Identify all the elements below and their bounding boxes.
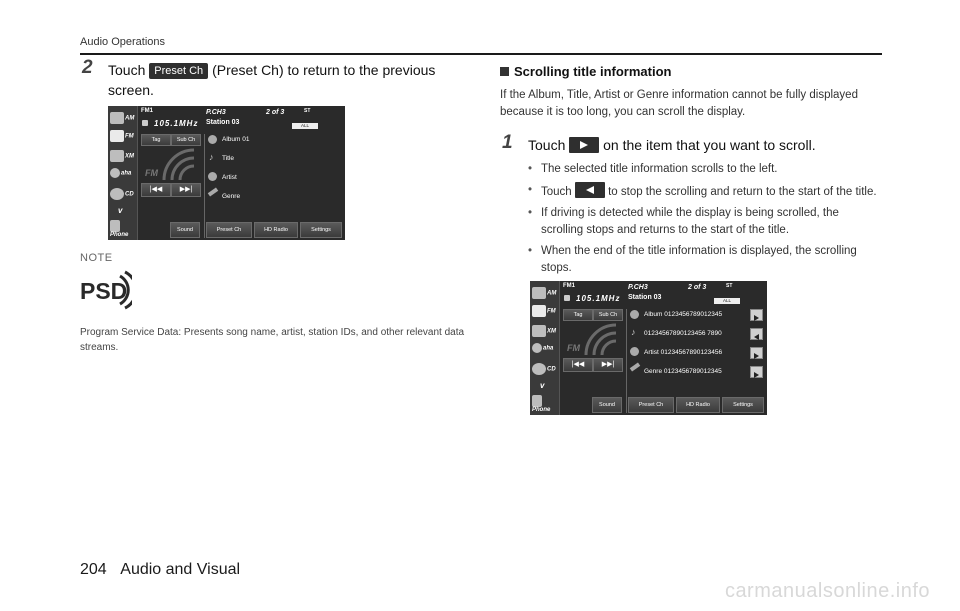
note-heading: NOTE: [80, 252, 113, 264]
seek-back-button[interactable]: |◀◀: [563, 358, 593, 372]
aha-icon: [532, 343, 542, 353]
tag-button[interactable]: Tag: [563, 309, 593, 321]
fm-icon: [110, 130, 124, 142]
all-badge: ALL: [714, 298, 740, 304]
mode-phone[interactable]: Phone: [532, 395, 559, 413]
radio-screen-2: [530, 281, 767, 415]
album-row[interactable]: Album 01: [222, 136, 250, 143]
step-text-pre: Touch: [528, 137, 566, 153]
station-name: Station 03: [206, 119, 240, 126]
mode-cd[interactable]: CD: [110, 188, 134, 200]
preset-position: 2 of 3: [688, 284, 707, 291]
bullet-4: • When the end of the title information is displayed, the scrolling stops.: [528, 243, 882, 277]
chevron-down-icon[interactable]: v: [540, 381, 545, 390]
seek-back-button[interactable]: |◀◀: [141, 183, 171, 197]
step-text-post: on the item that you want to scroll.: [603, 137, 816, 153]
frequency: 105.1MHz: [576, 294, 621, 303]
am-icon: [110, 112, 124, 124]
psd-logo-graphic: [80, 270, 132, 310]
section-square-icon: [500, 67, 509, 76]
mode-cd[interactable]: CD: [532, 363, 556, 375]
preset-channel: P.CH3: [206, 109, 226, 116]
mode-am[interactable]: AM: [110, 112, 134, 124]
watermark: carmanualsonline.info: [724, 580, 930, 602]
section-title: Scrolling title information: [500, 64, 882, 79]
bullet-3: • If driving is detected while the display is being scrolled, the scrolling stops and returns to the start of the title.: [528, 205, 882, 239]
bullet-2: • Touch to stop the scrolling and return to the start of the title.: [528, 182, 882, 201]
back-arrow-icon: [751, 332, 762, 342]
page-number: 204: [80, 561, 107, 578]
hd-radio-button[interactable]: HD Radio: [254, 222, 298, 238]
phone-icon: [110, 220, 120, 232]
stereo-indicator: ST: [726, 283, 733, 289]
sound-button[interactable]: Sound: [170, 222, 200, 238]
subch-button[interactable]: Sub Ch: [593, 309, 623, 321]
settings-button[interactable]: Settings: [300, 222, 342, 238]
cd-icon: [532, 363, 546, 375]
psd-logo: [80, 270, 465, 315]
album-icon: [208, 135, 217, 144]
step-text-pre: Touch: [108, 62, 146, 78]
right-column: [500, 58, 882, 415]
tag-button[interactable]: Tag: [141, 134, 171, 146]
fm-logo: FM: [567, 343, 580, 353]
fm-icon: [532, 305, 546, 317]
step-1: [500, 132, 882, 155]
subch-button[interactable]: Sub Ch: [171, 134, 201, 146]
left-column: [80, 58, 465, 355]
scroll-genre-button[interactable]: [750, 366, 763, 378]
seek-forward-button[interactable]: ▶▶|: [171, 183, 201, 197]
signal-arc-icon: [580, 319, 620, 359]
scroll-right-chip: [569, 137, 599, 153]
music-note-icon: ♪: [209, 152, 214, 162]
cd-icon: [110, 188, 124, 200]
preset-ch-button[interactable]: Preset Ch: [628, 397, 674, 413]
hd-radio-button[interactable]: HD Radio: [676, 397, 720, 413]
step-text-post: (Preset Ch) to return to the previous screen.: [108, 62, 436, 98]
back-arrow-icon: [584, 185, 596, 195]
bullet-1: • The selected title information scrolls to the left.: [528, 161, 882, 178]
page-footer: [80, 561, 240, 579]
fm-logo: FM: [145, 168, 158, 178]
chevron-down-icon[interactable]: v: [118, 206, 123, 215]
speaker-icon: [142, 120, 148, 126]
preset-position: 2 of 3: [266, 109, 285, 116]
intro-paragraph: If the Album, Title, Artist or Genre information cannot be fully displayed because it is too long, you can scroll the display.: [500, 89, 858, 118]
step-number: 1: [502, 132, 513, 153]
play-arrow-icon: [751, 351, 762, 361]
preset-channel: P.CH3: [628, 284, 648, 291]
artist-row[interactable]: Artist: [222, 174, 237, 181]
album-icon: [630, 310, 639, 319]
mode-aha[interactable]: aha: [110, 168, 131, 178]
genre-row[interactable]: Genre 0123456789012345: [644, 368, 722, 375]
bullet-list: [500, 161, 882, 277]
all-badge: ALL: [292, 123, 318, 129]
settings-button[interactable]: Settings: [722, 397, 764, 413]
mode-fm[interactable]: FM: [110, 130, 134, 142]
step-2: [80, 57, 465, 100]
mode-aha[interactable]: aha: [532, 343, 553, 353]
running-header: Audio Operations: [80, 36, 165, 48]
play-arrow-icon: [751, 370, 762, 380]
svg-text:PSD: PSD: [80, 278, 128, 304]
preset-ch-button[interactable]: Preset Ch: [206, 222, 252, 238]
scroll-artist-button[interactable]: [750, 347, 763, 359]
speaker-icon: [564, 295, 570, 301]
genre-row[interactable]: Genre: [222, 193, 241, 200]
guitar-icon: [630, 362, 640, 371]
mode-phone[interactable]: Phone: [110, 220, 137, 238]
note-text: Program Service Data: Presents song name, artist, station IDs, and other relevant data streams.: [80, 327, 465, 353]
mode-sidebar: [108, 106, 138, 240]
mode-am[interactable]: AM: [532, 287, 556, 299]
frequency: 105.1MHz: [154, 119, 199, 128]
divider: [626, 309, 627, 413]
xm-icon: [110, 150, 124, 162]
band-label: FM1: [141, 108, 153, 114]
sound-button[interactable]: Sound: [592, 397, 622, 413]
artist-icon: [630, 347, 639, 356]
music-note-icon: ♪: [631, 327, 636, 337]
station-name: Station 03: [628, 294, 662, 301]
radio-screen-1: [108, 106, 345, 240]
signal-arc-icon: [158, 144, 198, 184]
am-icon: [532, 287, 546, 299]
play-arrow-icon: [751, 313, 762, 323]
preset-ch-chip: Preset Ch: [149, 63, 208, 79]
band-label: FM1: [563, 283, 575, 289]
xm-icon: [532, 325, 546, 337]
stereo-indicator: ST: [304, 108, 311, 114]
mode-xm[interactable]: XM: [532, 325, 556, 337]
header-rule: [80, 53, 882, 55]
title-row[interactable]: 01234567890123456 7890: [644, 330, 722, 337]
footer-title: Audio and Visual: [120, 561, 241, 578]
aha-icon: [110, 168, 120, 178]
divider: [204, 134, 205, 238]
scroll-album-button[interactable]: [750, 309, 763, 321]
scroll-left-chip: [575, 182, 605, 198]
title-row[interactable]: Title: [222, 155, 235, 162]
guitar-icon: [208, 187, 218, 196]
scroll-title-button[interactable]: [750, 328, 763, 340]
artist-icon: [208, 172, 217, 181]
step-number: 2: [82, 57, 93, 78]
phone-icon: [532, 395, 542, 407]
artist-row[interactable]: Artist 01234567890123456: [644, 349, 723, 356]
play-arrow-icon: [578, 140, 590, 150]
album-row[interactable]: Album 0123456789012345: [644, 311, 723, 318]
mode-xm[interactable]: XM: [110, 150, 134, 162]
seek-forward-button[interactable]: ▶▶|: [593, 358, 623, 372]
mode-sidebar: [530, 281, 560, 415]
mode-fm[interactable]: FM: [532, 305, 556, 317]
